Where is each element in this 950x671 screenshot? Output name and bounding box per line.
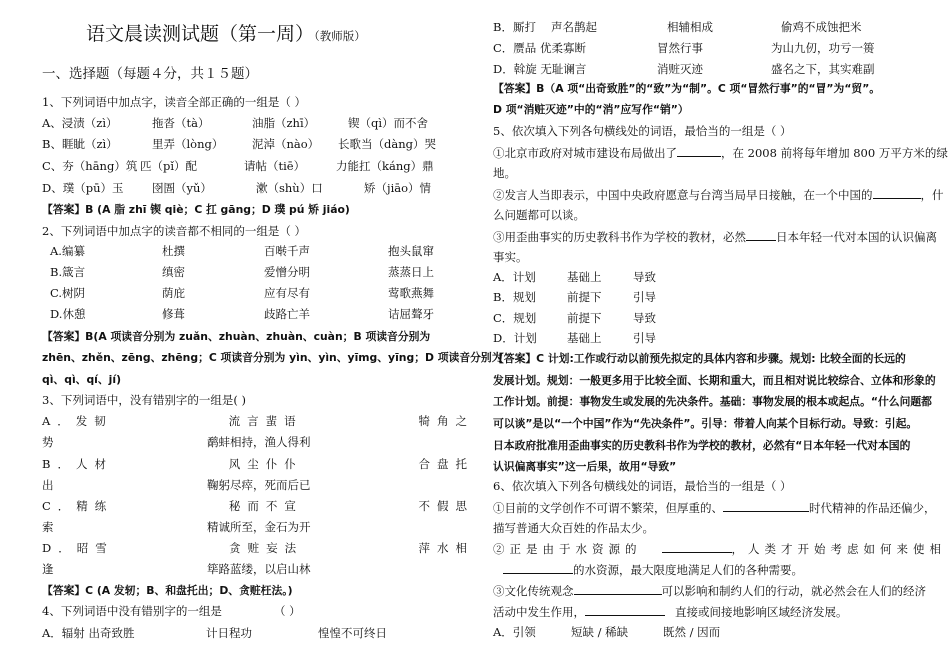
q5-c-3: 导致 [633, 311, 656, 325]
title-note: （教师版） [314, 29, 366, 43]
q3-c-5: 精诚所至，金石为开 [207, 520, 311, 534]
q6-s3-end: 可以影响和制约人们的行动，就必然会在人们的经济 [661, 584, 926, 598]
q1-c-1: C、夯（hāng）筑 [42, 159, 138, 173]
q6-blank-3 [503, 562, 573, 574]
q4-answer-line-1: 【答案】B（A 项“出奇致胜”的“致”为“制”。C 项“冒然行事”的“冒”为“贸”。 [493, 82, 881, 95]
q4-paren: （ ） [274, 604, 301, 618]
q2-a-3: 百啭千声 [264, 244, 310, 258]
q6-sentence-1-cont: 描写普通大众百姓的作品太少。 [493, 521, 654, 535]
q4-d-1: D．斡旋 无耻谰言 [493, 62, 587, 76]
q4-c-1: C．赝品 优柔寡断 [493, 41, 586, 55]
q3-d-4: 逢 [42, 562, 54, 576]
q2-a-4: 抱头鼠窜 [388, 244, 434, 258]
q5-answer-line-6: 认识偏离事实”这一后果，故用“导致” [493, 460, 677, 473]
q1-b-3: 泥淖（nào） [252, 137, 320, 151]
q6-a-1: A．引领 [493, 625, 536, 639]
q5-s2-end: ，什 [920, 188, 944, 202]
q6-blank-2 [662, 541, 732, 553]
q3-c-1: C．精练 [42, 499, 114, 513]
q5-sentence-1 [493, 145, 948, 160]
q3-b-2: 风尘仆仆 [228, 457, 303, 471]
q1-a-1: A、浸渍（zì） [42, 116, 118, 130]
q4-a-1: A．辐射 出奇致胜 [42, 626, 135, 640]
q1-d-2: 囹圄（yǔ） [152, 181, 212, 195]
q3-b-4: 出 [42, 478, 54, 492]
q5-s1-start: ①北京市政府对城市建设布局做出了 [493, 146, 677, 160]
q2-stem: 2、下列词语中加点字的读音都不相同的一组是（ ） [42, 224, 306, 238]
q6-sentence-3 [493, 583, 926, 598]
q3-d-2: 贪赃妄法 [229, 541, 304, 555]
q2-b-4: 蒸蒸日上 [388, 265, 434, 279]
q2-c-3: 应有尽有 [264, 286, 310, 300]
page-title [86, 22, 366, 48]
q5-sentence-3-cont: 事实。 [493, 250, 528, 264]
q3-c-4: 索 [42, 520, 54, 534]
q2-answer-line-3: qì、qì、qí、jí) [42, 373, 122, 386]
q5-d-1: D．计划 [493, 331, 537, 345]
q2-a-2: 杜撰 [162, 244, 185, 258]
q6-s2-tail: 的水资源，最大限度地满足人们的各种需要。 [573, 563, 803, 577]
q5-answer-line-2: 发展计划。规划：一般更多用于比较全面、长期和重大，而且相对说比较综合、立体和形象的 [493, 374, 936, 387]
q5-sentence-2 [493, 187, 944, 202]
q2-c-2: 荫庇 [162, 286, 185, 300]
q4-c-3: 为山九仞，功亏一篑 [771, 41, 875, 55]
q4-b-4: 偷鸡不成蚀把米 [781, 20, 862, 34]
section-heading: 一、选择题（每题４分，共１５题） [42, 66, 258, 82]
q1-a-4: 锲（qì）而不舍 [348, 116, 429, 130]
q3-a-3: 犄角之 [418, 414, 474, 428]
q5-blank-2 [873, 187, 921, 199]
q3-a-5: 鹬蚌相持，渔人得利 [207, 435, 311, 449]
q3-c-3: 不假思 [418, 499, 474, 513]
q2-c-1: C.树阴 [50, 286, 86, 300]
q1-c-2: 匹（pǐ）配 [140, 159, 198, 173]
q6-blank-4 [574, 583, 662, 595]
q5-answer-line-3: 工作计划。前提：事物发生或发展的先决条件。基础：事物发展的根本或起点。“什么问题都 [493, 395, 932, 408]
q5-c-2: 前提下 [567, 311, 602, 325]
q5-a-2: 基础上 [567, 270, 602, 284]
q5-answer-line-1: 【答案】C 计划:工作或行动以前预先拟定的具体内容和步骤。规划: 比较全面的长远的 [493, 352, 906, 365]
q1-stem: 1、下列词语中加点字，读音全部正确的一组是（ ） [42, 95, 306, 109]
q4-c-2: 冒然行事 [657, 41, 703, 55]
q2-b-3: 爱憎分明 [264, 265, 310, 279]
q3-a-4: 势 [42, 435, 54, 449]
q5-sentence-2-cont: 么问题都可以谈。 [493, 208, 585, 222]
q1-answer: 【答案】B (A 脂 zhī 锲 qiè；C 扛 gāng；D 璞 pú 矫 jiáo) [42, 203, 350, 216]
q3-b-5: 鞠躬尽瘁，死而后已 [207, 478, 311, 492]
q5-d-3: 引导 [633, 331, 656, 345]
q1-d-1: D、璞（pū）玉 [42, 181, 124, 195]
q2-c-4: 莺歌燕舞 [388, 286, 434, 300]
q6-stem: 6、依次填入下列各句横线处的词语，最恰当的一组是（ ） [493, 479, 792, 493]
q1-c-4: 力能扛（káng）鼎 [336, 159, 434, 173]
q6-sentence-1 [493, 500, 936, 515]
q3-option-c [42, 499, 474, 513]
q5-blank-3 [746, 229, 776, 241]
q6-s1-start: ①目前的文学创作不可谓不繁荣，但厚重的、 [493, 501, 723, 515]
q4-a-2: 计日程功 [206, 626, 252, 640]
q6-s1-end: 时代精神的作品还偏少， [809, 501, 936, 515]
q5-b-1: B．规划 [493, 290, 536, 304]
q3-b-1: B．人材 [42, 457, 113, 471]
q5-s3-start: ③用歪曲事实的历史教科书作为学校的教材，必然 [493, 230, 746, 244]
q6-blank-5 [585, 604, 665, 616]
q6-sentence-2 [493, 541, 946, 556]
q6-s3-mid: 活动中发生作用， [493, 605, 585, 619]
q1-b-1: B、睚眦（zì） [42, 137, 118, 151]
q5-s3-end: 日本年轻一代对本国的认识偏离 [776, 230, 937, 244]
q4-stem [42, 604, 301, 618]
q5-sentence-3 [493, 229, 937, 244]
q4-b-1: B．厮打 [493, 20, 536, 34]
q2-d-4: 诘屈聱牙 [388, 307, 434, 321]
q6-s3-tail: 直接或间接地影响区域经济发展。 [675, 605, 848, 619]
q5-d-2: 基础上 [567, 331, 602, 345]
q1-b-4: 长歌当（dàng）哭 [338, 137, 436, 151]
q3-d-3: 萍水相 [418, 541, 474, 555]
q6-a-2: 短缺 / 稀缺 [571, 625, 629, 639]
q3-stem: 3、下列词语中，没有错别字的一组是( ) [42, 393, 246, 407]
q5-answer-line-4: 可以谈”是以“一个中国”作为“先决条件”。引导：带着人向某个目标行动。导致：引起。 [493, 417, 918, 430]
q6-a-3: 既然 / 因而 [663, 625, 721, 639]
q3-a-1: A．发韧 [42, 414, 113, 428]
q5-a-1: A．计划 [493, 270, 536, 284]
q4-d-2: 消赃灭迹 [657, 62, 703, 76]
q2-a-1: A.编纂 [50, 244, 85, 258]
q1-a-3: 油脂（zhī） [252, 116, 316, 130]
q6-sentence-3-cont [493, 604, 848, 619]
q5-a-3: 导致 [633, 270, 656, 284]
q4-b-3: 相辅相成 [667, 20, 713, 34]
q5-b-2: 前提下 [567, 290, 602, 304]
q6-s2-end: ，人类才开始考虑如何来使相 [731, 542, 946, 556]
q2-b-1: B.箴言 [50, 265, 86, 279]
q4-answer-line-2: D 项“消赃灭迹”中的“消”应写作“销”） [493, 103, 689, 116]
q5-sentence-1-cont: 地。 [493, 166, 516, 180]
q2-b-2: 缜密 [162, 265, 185, 279]
q5-blank-1 [677, 145, 721, 157]
q1-a-2: 拖沓（tà） [152, 116, 210, 130]
q2-d-1: D.休憩 [50, 307, 86, 321]
q3-b-3: 合盘托 [418, 457, 474, 471]
q2-d-2: 修葺 [162, 307, 185, 321]
q6-s3-start: ③文化传统观念 [493, 584, 574, 598]
q4-stem-text: 4、下列词语中没有错别字的一组是 [42, 604, 222, 618]
q4-a-3: 惶惶不可终日 [318, 626, 387, 640]
q3-option-b [42, 457, 474, 471]
q4-d-3: 盛名之下，其实难副 [771, 62, 875, 76]
q6-sentence-2-cont [493, 562, 803, 577]
q3-option-a [42, 414, 474, 428]
q3-d-5: 筚路蓝缕，以启山林 [207, 562, 311, 576]
q5-b-3: 引导 [633, 290, 656, 304]
q3-d-1: D．昭雪 [42, 541, 114, 555]
q5-stem: 5、依次填入下列各句横线处的词语，最恰当的一组是（ ） [493, 124, 792, 138]
q3-c-2: 秘而不宣 [228, 499, 303, 513]
q1-c-3: 请帖（tiē） [244, 159, 306, 173]
q1-d-4: 矫（jiāo）情 [364, 181, 432, 195]
q5-s2-start: ②发言人当即表示，中国中央政府愿意与台湾当局早日接触，在一个中国的 [493, 188, 873, 202]
q1-d-3: 漱（shù）口 [256, 181, 323, 195]
q6-s2-start: ②正是由于水资源的 [493, 542, 642, 556]
q4-b-2: 声名鹊起 [551, 20, 597, 34]
q1-b-2: 里弄（lòng） [152, 137, 224, 151]
title-text: 语文晨读测试题（第一周） [86, 23, 315, 45]
q2-answer-line-2: zhēn、zhěn、zēng、zhēng；C 项读音分别为 yìn、yìn、yīmg、yīng；D 项读音分别为 [42, 351, 503, 364]
q3-answer: 【答案】C (A 发轫；B、和盘托出；D、贪赃枉法。) [42, 584, 293, 597]
q3-a-2: 流言蜚语 [228, 414, 303, 428]
q2-d-3: 歧路亡羊 [264, 307, 310, 321]
q3-option-d [42, 541, 474, 555]
q5-answer-line-5: 日本政府批准用歪曲事实的历史教科书作为学校的教材，必然有“日本年轻一代对本国的 [493, 439, 911, 452]
q5-s1-end: ，在 2008 前将每年增加 800 万平方米的绿 [721, 146, 948, 160]
q5-c-1: C．规划 [493, 311, 537, 325]
q6-blank-1 [723, 500, 809, 512]
q2-answer-line-1: 【答案】B(A 项读音分别为 zuǎn、zhuàn、zhuàn、cuàn；B 项读音分别为 [42, 330, 431, 343]
